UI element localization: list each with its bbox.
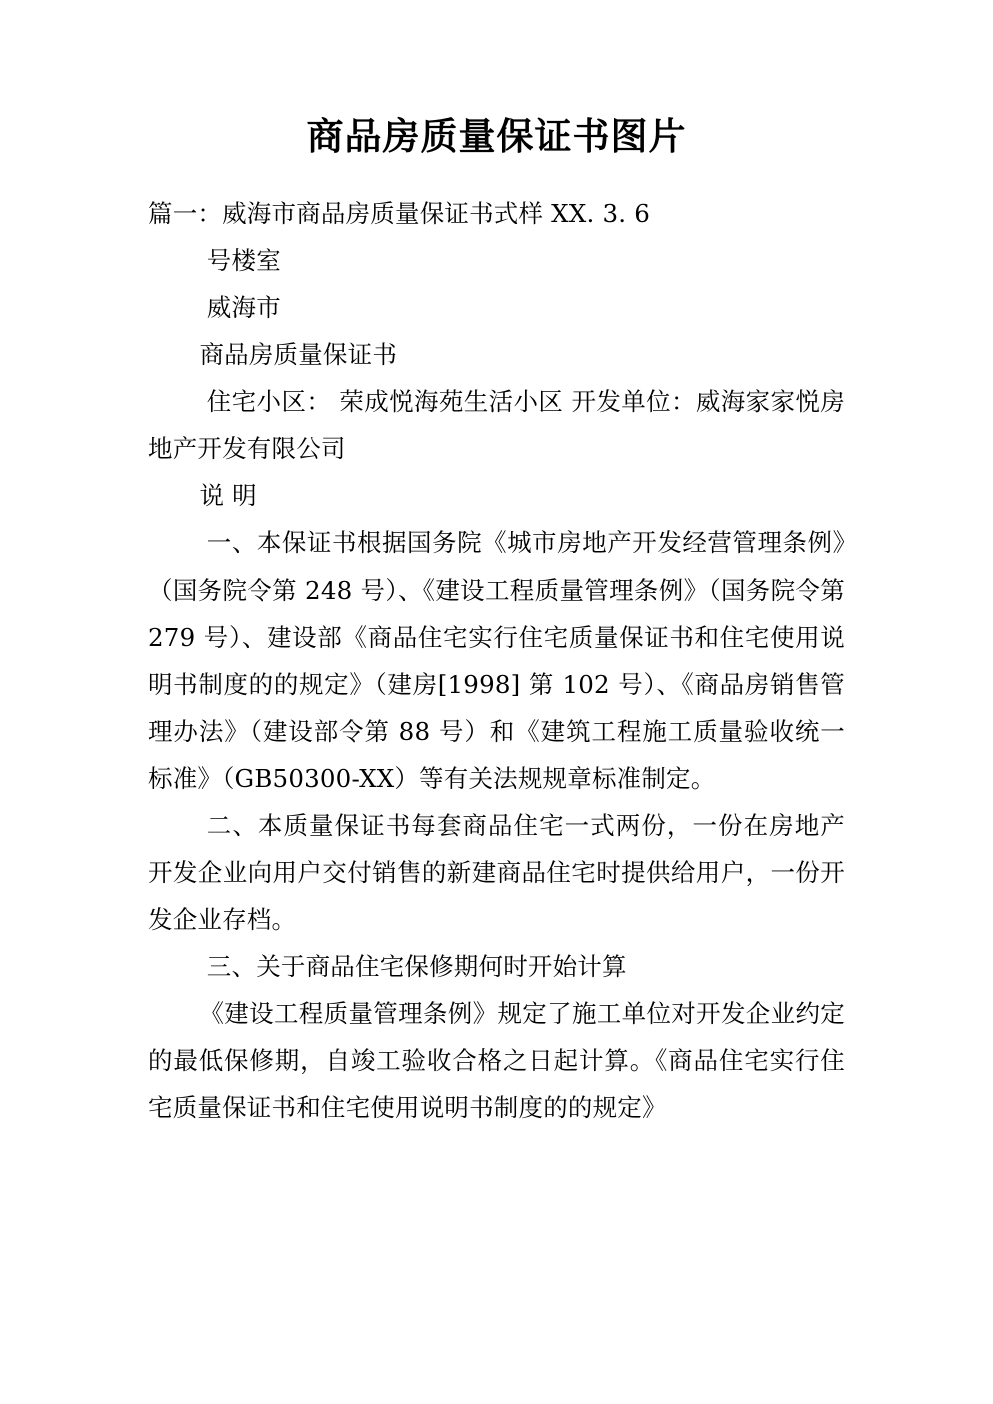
paragraph: 二、本质量保证书每套商品住宅一式两份，一份在房地产开发企业向用户交付销售的新建商品住宅时提供给用户，一份开发企业存档。 [148, 810, 845, 934]
paragraph: 号楼室 [206, 246, 281, 276]
document-body [148, 190, 845, 1131]
paragraph: 篇一：威海市商品房质量保证书式样 XX. 3. 6 [148, 199, 650, 229]
paragraph: 三、关于商品住宅保修期何时开始计算 [206, 951, 627, 981]
paragraph: 一、本保证书根据国务院《城市房地产开发经营管理条例》（国务院令第 248 号）、《建设工程质量管理条例》（国务院令第 279 号）、建设部《商品住宅实行住宅质量保证书和住宅使用说明书制度的的规定》（建房[1998] 第 102 号）、《商品房销售管理办法》（建设部令第 88 号）和《建筑工程施工质量验收统一标准》（GB50300-XX）等有关法规规章标准制定。 [148, 528, 845, 793]
paragraph: 威海市 [206, 293, 281, 323]
paragraph: 商品房质量保证书 [199, 340, 398, 370]
paragraph: 住宅小区： 荣成悦海苑生活小区 开发单位：威海家家悦房地产开发有限公司 [148, 387, 845, 464]
page-title: 商品房质量保证书图片 [306, 115, 687, 158]
paragraph: 说 明 [199, 481, 257, 511]
paragraph: 《建设工程质量管理条例》规定了施工单位对开发企业约定的最低保修期，自竣工验收合格之日起计算。《商品住宅实行住宅质量保证书和住宅使用说明书制度的的规定》 [148, 998, 845, 1122]
